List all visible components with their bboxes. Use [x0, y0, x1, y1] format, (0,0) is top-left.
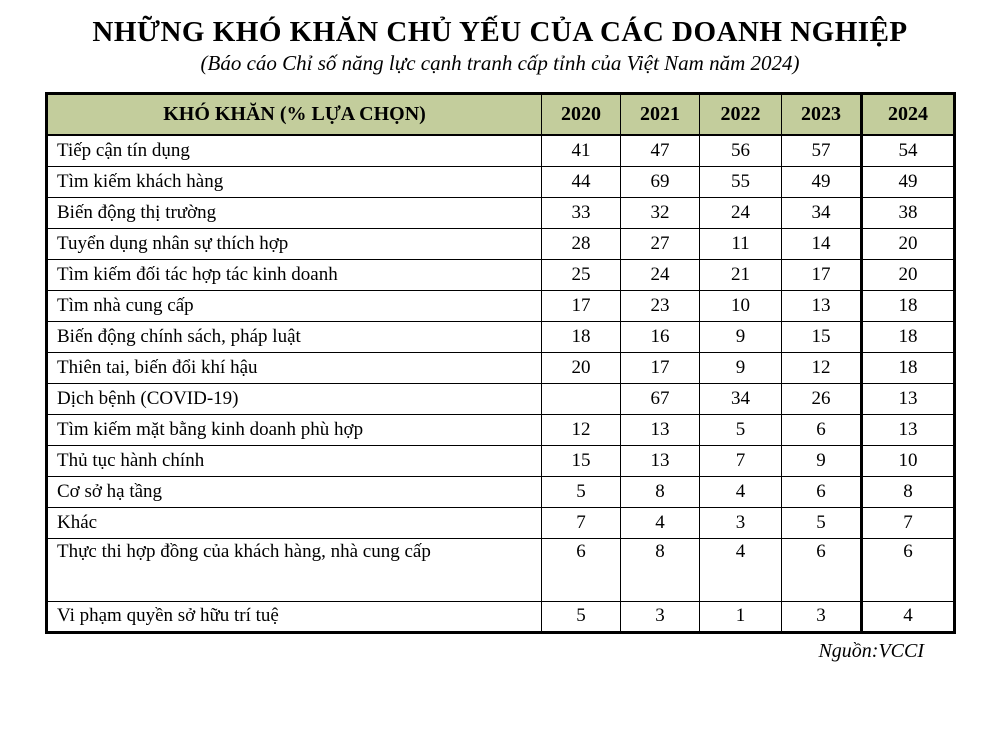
row-label: Tiếp cận tín dụng — [47, 135, 542, 166]
row-value: 16 — [621, 321, 700, 352]
row-value: 26 — [782, 383, 862, 414]
row-label: Vi phạm quyền sở hữu trí tuệ — [47, 601, 542, 632]
row-value: 3 — [782, 601, 862, 632]
row-value: 6 — [782, 538, 862, 601]
row-label: Thủ tục hành chính — [47, 445, 542, 476]
row-label: Thiên tai, biến đổi khí hậu — [47, 352, 542, 383]
row-value: 57 — [782, 135, 862, 166]
table-row — [47, 476, 955, 507]
table-row — [47, 197, 955, 228]
row-value: 18 — [862, 321, 955, 352]
row-value: 18 — [862, 290, 955, 321]
col-header-2021: 2021 — [621, 93, 700, 135]
row-value: 10 — [862, 445, 955, 476]
table-row — [47, 135, 955, 166]
table-row — [47, 414, 955, 445]
page-title: NHỮNG KHÓ KHĂN CHỦ YẾU CỦA CÁC DOANH NGHIỆP — [92, 16, 908, 48]
row-value: 4 — [621, 507, 700, 538]
table-row — [47, 321, 955, 352]
source-attribution: Nguồn:VCCI — [818, 639, 924, 662]
table-row — [47, 290, 955, 321]
row-value: 3 — [621, 601, 700, 632]
row-value: 33 — [542, 197, 621, 228]
row-value: 9 — [782, 445, 862, 476]
row-value: 34 — [700, 383, 782, 414]
row-value: 4 — [700, 538, 782, 601]
row-value: 18 — [862, 352, 955, 383]
row-value: 24 — [621, 259, 700, 290]
row-value: 8 — [621, 538, 700, 601]
row-label: Khác — [47, 507, 542, 538]
row-value: 20 — [862, 228, 955, 259]
row-value: 24 — [700, 197, 782, 228]
row-value: 4 — [700, 476, 782, 507]
row-label: Cơ sở hạ tầng — [47, 476, 542, 507]
row-value: 56 — [700, 135, 782, 166]
row-value: 17 — [782, 259, 862, 290]
row-label: Biến động thị trường — [47, 197, 542, 228]
row-label: Tìm kiếm khách hàng — [47, 166, 542, 197]
row-value: 6 — [782, 414, 862, 445]
row-value: 6 — [782, 476, 862, 507]
row-value: 20 — [542, 352, 621, 383]
row-value: 8 — [862, 476, 955, 507]
row-value — [542, 383, 621, 414]
row-value: 1 — [700, 601, 782, 632]
row-label: Thực thi hợp đồng của khách hàng, nhà cung cấp — [47, 538, 542, 601]
table-header-row — [47, 93, 955, 135]
row-value: 28 — [542, 228, 621, 259]
row-value: 32 — [621, 197, 700, 228]
row-value: 38 — [862, 197, 955, 228]
row-value: 47 — [621, 135, 700, 166]
table-row — [47, 538, 955, 601]
row-value: 3 — [700, 507, 782, 538]
row-value: 20 — [862, 259, 955, 290]
row-value: 9 — [700, 352, 782, 383]
row-value: 55 — [700, 166, 782, 197]
row-label: Tìm nhà cung cấp — [47, 290, 542, 321]
col-header-2023: 2023 — [782, 93, 862, 135]
table-row — [47, 352, 955, 383]
row-value: 23 — [621, 290, 700, 321]
table-row — [47, 228, 955, 259]
table-row — [47, 507, 955, 538]
table-row — [47, 445, 955, 476]
row-value: 7 — [542, 507, 621, 538]
row-value: 27 — [621, 228, 700, 259]
row-value: 44 — [542, 166, 621, 197]
row-value: 67 — [621, 383, 700, 414]
row-value: 34 — [782, 197, 862, 228]
col-header-2020: 2020 — [542, 93, 621, 135]
row-value: 13 — [862, 414, 955, 445]
row-value: 5 — [542, 601, 621, 632]
row-value: 41 — [542, 135, 621, 166]
col-header-2022: 2022 — [700, 93, 782, 135]
row-value: 21 — [700, 259, 782, 290]
table-row — [47, 259, 955, 290]
col-header-difficulty: KHÓ KHĂN (% LỰA CHỌN) — [47, 93, 542, 135]
row-label: Biến động chính sách, pháp luật — [47, 321, 542, 352]
row-value: 10 — [700, 290, 782, 321]
row-value: 15 — [782, 321, 862, 352]
row-value: 14 — [782, 228, 862, 259]
row-value: 25 — [542, 259, 621, 290]
row-value: 5 — [700, 414, 782, 445]
row-value: 49 — [782, 166, 862, 197]
difficulties-table — [45, 92, 956, 634]
table-row — [47, 383, 955, 414]
table-body — [47, 135, 955, 632]
row-label: Dịch bệnh (COVID-19) — [47, 383, 542, 414]
row-value: 9 — [700, 321, 782, 352]
row-value: 13 — [621, 445, 700, 476]
row-label: Tìm kiếm đối tác hợp tác kinh doanh — [47, 259, 542, 290]
row-value: 7 — [862, 507, 955, 538]
row-value: 8 — [621, 476, 700, 507]
row-value: 5 — [542, 476, 621, 507]
row-value: 5 — [782, 507, 862, 538]
row-value: 54 — [862, 135, 955, 166]
row-value: 13 — [862, 383, 955, 414]
table-row — [47, 166, 955, 197]
row-value: 69 — [621, 166, 700, 197]
row-value: 11 — [700, 228, 782, 259]
row-value: 12 — [782, 352, 862, 383]
row-value: 13 — [782, 290, 862, 321]
col-header-2024: 2024 — [862, 93, 955, 135]
row-label: Tuyển dụng nhân sự thích hợp — [47, 228, 542, 259]
row-value: 6 — [542, 538, 621, 601]
row-value: 4 — [862, 601, 955, 632]
row-value: 7 — [700, 445, 782, 476]
row-value: 13 — [621, 414, 700, 445]
row-value: 15 — [542, 445, 621, 476]
table-row — [47, 601, 955, 632]
row-value: 49 — [862, 166, 955, 197]
row-value: 17 — [621, 352, 700, 383]
report-page — [0, 16, 1000, 730]
row-value: 18 — [542, 321, 621, 352]
row-value: 12 — [542, 414, 621, 445]
page-subtitle: (Báo cáo Chỉ số năng lực cạnh tranh cấp tỉnh của Việt Nam năm 2024) — [200, 51, 800, 76]
row-value: 6 — [862, 538, 955, 601]
row-label: Tìm kiếm mặt bằng kinh doanh phù hợp — [47, 414, 542, 445]
row-value: 17 — [542, 290, 621, 321]
